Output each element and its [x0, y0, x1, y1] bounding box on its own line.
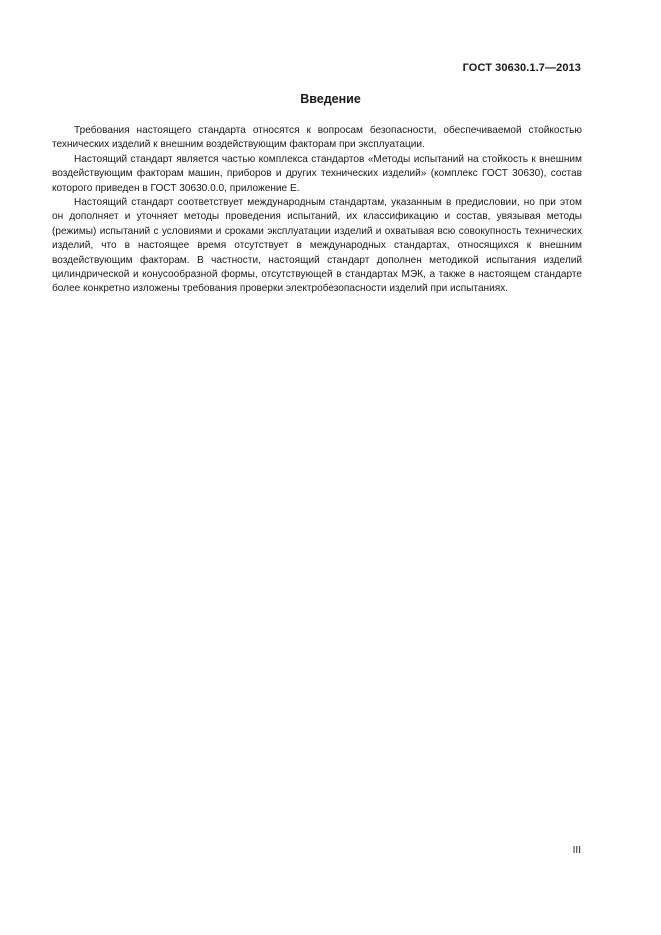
standard-code-header: ГОСТ 30630.1.7—2013	[462, 62, 581, 74]
section-body	[52, 124, 582, 297]
paragraph-3: Настоящий стандарт соответствует международным стандартам, указанным в предисловии, но при этом он дополняет и уточняет методы проведения испытаний, их классификацию и состав, увязывая методы (режимы) испытаний с условиями и сроками эксплуатации изделий и охватывая всю совокупность технических изделий, что в настоящее время отсутствует в международных стандартах, относящихся к внешним воздействующим факторам. В частности, настоящий стандарт дополнен методикой испытания изделий цилиндрической и конусообразной формы, отсутствующей в стандартах МЭК, а также в настоящем стандарте более конкретно изложены требования проверки электробезопасности изделий при испытаниях.	[52, 197, 582, 295]
paragraph-2: Настоящий стандарт является частью комплекса стандартов «Методы испытаний на стойкость к внешним воздействующим факторам машин, приборов и других технических изделий» (комплекс ГОСТ 30630), состав которого приведен в ГОСТ 30630.0.0, приложение Е.	[52, 153, 582, 194]
page-number: III	[572, 845, 581, 856]
section-title: Введение	[300, 92, 361, 106]
paragraph-1: Требования настоящего стандарта относятся к вопросам безопасности, обеспечиваемой стойкостью технических изделий к внешним воздействующим факторам при эксплуатации.	[52, 125, 582, 151]
